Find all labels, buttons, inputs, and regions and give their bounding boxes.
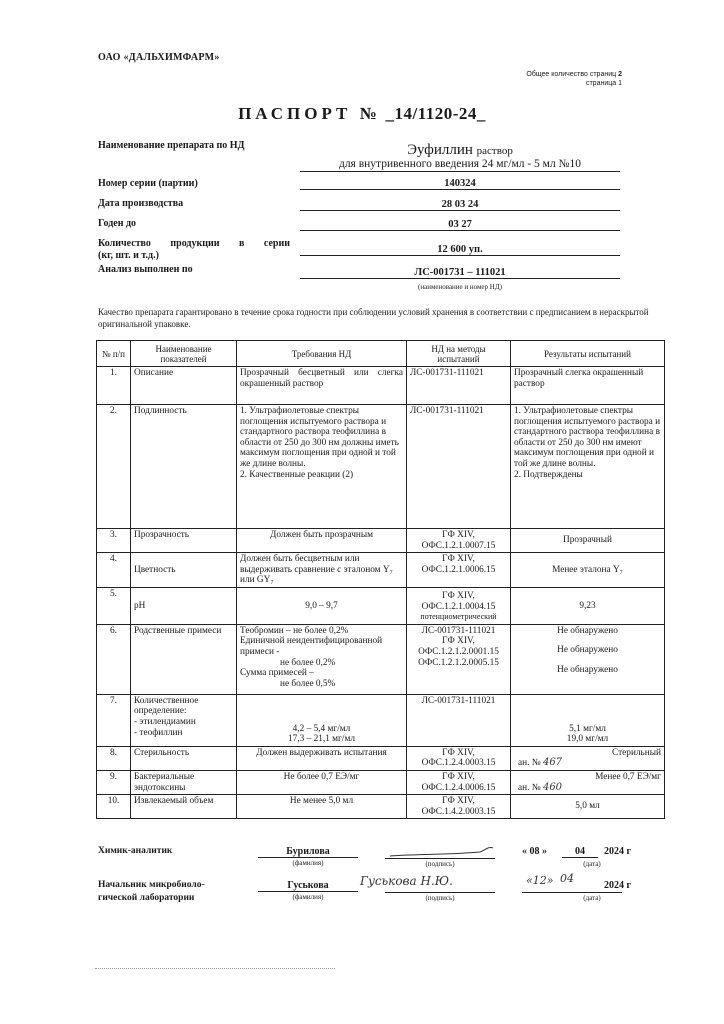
row-result: 1. Ультрафиолетовые спектры поглощения испытуемого раствора и стандартного раствора теофиллина в области от 250 до 300 нм имеют максимум поглощения при одной и той же длине волны. xyxy=(514,406,661,469)
row-req-cell xyxy=(237,405,407,529)
qty-value: 12 600 уп. xyxy=(300,244,620,256)
head-label-1: Начальник микробиоло- xyxy=(98,880,205,890)
prod-date-label: Дата производства xyxy=(98,198,184,209)
row-result: Стерильный xyxy=(612,747,661,758)
row-result-cell xyxy=(511,746,665,770)
row-method-2: ОФС.1.4.2.0003.15 xyxy=(421,806,496,817)
row-req-1: 4,2 – 5,4 мг/мл xyxy=(292,723,351,734)
batch-value: 140324 xyxy=(300,178,620,190)
row-req-cell xyxy=(237,694,407,746)
expiry-value: 03 27 xyxy=(300,219,620,231)
row-result-cell xyxy=(511,694,665,746)
row-result: Менее эталона Y₇ xyxy=(511,553,665,588)
row-name: Подлинность xyxy=(131,405,237,529)
title-number-prefix: № xyxy=(359,104,378,123)
row-req: Не менее 5,0 мл xyxy=(237,795,407,819)
table-row xyxy=(97,367,665,405)
row-req-2: 17,3 – 21,1 мг/мл xyxy=(288,734,355,745)
row-req: Должен быть прозрачным xyxy=(237,529,407,553)
chemist-date-month: 04 xyxy=(562,846,598,858)
row-method: ЛС-001731-111021 xyxy=(407,694,511,746)
head-date-line xyxy=(522,892,622,893)
row-num: 5. xyxy=(97,587,131,624)
total-pages-line xyxy=(526,70,622,79)
document-title xyxy=(0,104,724,124)
col-req-header: Требования НД xyxy=(237,341,407,367)
chemist-label: Химик-аналитик xyxy=(98,846,173,856)
row-name-3: - теофиллин xyxy=(134,727,183,738)
head-surname: Гуськова xyxy=(258,880,358,892)
row-name: Стерильность xyxy=(131,746,237,770)
head-surname-caption: (фамилия) xyxy=(292,893,324,901)
row-req-2: Единичной неидентифицированной примеси - xyxy=(240,636,383,657)
row-result-2: 19,0 мг/мл xyxy=(566,734,609,745)
row-name: Бактериальные эндотоксины xyxy=(131,770,237,794)
row-method-cell xyxy=(407,795,511,819)
total-pages-value: 2 xyxy=(618,71,622,78)
row-num: 10. xyxy=(97,795,131,819)
head-label-2: гической лаборатории xyxy=(98,893,195,903)
total-pages-label: Общее количество страниц xyxy=(526,71,617,78)
row-method-2: ОФС.1.2.1.0007.15 xyxy=(421,540,496,551)
table-row xyxy=(97,746,665,770)
row-method-3: потенциометрический xyxy=(420,612,497,622)
row-result-gap xyxy=(514,636,661,645)
row-result-cell xyxy=(511,770,665,794)
batch-label: Номер серии (партии) xyxy=(98,178,198,189)
row-name-2: - этилендиамин xyxy=(134,716,196,727)
title-word: ПАСПОРТ xyxy=(238,104,352,123)
row-method-cell xyxy=(407,624,511,694)
drug-label: Наименование препарата по НД xyxy=(98,140,245,151)
page-label: страница xyxy=(585,80,617,87)
head-date-day: «12» xyxy=(526,874,554,887)
row-req-5: не более 0,5% xyxy=(280,678,336,689)
prod-date-value: 28 03 24 xyxy=(300,199,620,211)
row-name: pH xyxy=(131,587,237,624)
expiry-label: Годен до xyxy=(98,218,137,229)
row-num: 7. xyxy=(97,694,131,746)
row-req: Должен выдерживать испытания xyxy=(237,746,407,770)
row-req-3: не более 0,2% xyxy=(280,657,336,668)
row-num: 3. xyxy=(97,529,131,553)
footer-scan-noise xyxy=(95,968,335,969)
row-req: Прозрачный бесцветный или слегка окрашенный раствор xyxy=(237,367,407,405)
row-name: Прозрачность xyxy=(131,529,237,553)
row-result: 5,0 мл xyxy=(511,795,665,819)
row-method-2: ОФС.1.2.1.0004.15 xyxy=(421,601,496,612)
drug-name-main: Эуфиллин xyxy=(407,142,473,158)
table-row xyxy=(97,529,665,553)
row-method-1: ЛС-001731-111021 xyxy=(421,625,496,636)
row-result-2: 2. Подтверждены xyxy=(514,469,583,480)
row-result: 9,23 xyxy=(511,587,665,624)
row-name: Описание xyxy=(131,367,237,405)
table-row xyxy=(97,587,665,624)
row-method-cell xyxy=(407,529,511,553)
analysis-label: ан. № xyxy=(518,782,541,793)
qty-label-2: (кг, шт. и т.д.) xyxy=(98,250,159,261)
head-signature-handwritten: Гуськова Н.Ю. xyxy=(360,874,453,888)
page-counter xyxy=(526,70,622,88)
spec-table xyxy=(96,340,665,819)
row-method-2: ОФС.1.2.4.0006.15 xyxy=(421,782,496,793)
analysis-number-handwritten: 460 xyxy=(542,781,563,793)
row-req: Должен быть бесцветным или выдерживать сравнение с эталоном Y₇ или GY₇ xyxy=(237,553,407,588)
row-name-cell xyxy=(131,694,237,746)
row-method-1: ГФ XIV, xyxy=(442,554,475,565)
head-signature-line xyxy=(385,892,495,893)
page-value: 1 xyxy=(618,80,622,87)
head-date-month: 04 xyxy=(560,872,574,885)
row-method-2: ОФС.1.2.1.0006.15 xyxy=(421,564,496,575)
title-number: _14/1120-24_ xyxy=(385,104,486,123)
row-method-3: ОФС.1.2.1.2.0001.15 xyxy=(418,646,499,657)
table-row xyxy=(97,795,665,819)
analysis-value: ЛС-001731 – 111021 xyxy=(300,267,620,279)
row-name: Родственные примеси xyxy=(131,624,237,694)
row-result: Прозрачный слегка окрашенный раствор xyxy=(511,367,665,405)
row-name-1: Количественное определение: xyxy=(134,695,199,717)
row-num: 2. xyxy=(97,405,131,529)
row-method-cell xyxy=(407,587,511,624)
row-name: Цветность xyxy=(131,553,237,588)
page-line xyxy=(526,79,622,88)
row-num: 6. xyxy=(97,624,131,694)
chemist-surname: Бурилова xyxy=(258,846,358,858)
row-result-gap xyxy=(514,656,661,665)
row-result: Прозрачный xyxy=(511,529,665,553)
drug-name-suffix: раствор xyxy=(476,145,513,157)
row-req: 1. Ультрафиолетовые спектры поглощения испытуемого раствора и стандартного раствора теофиллина в области от 250 до 300 нм должны иметь максимум поглощения при одной и той же длине волны. xyxy=(240,406,399,469)
row-req: 9,0 – 9,7 xyxy=(237,587,407,624)
row-req-cell xyxy=(237,624,407,694)
analysis-number-handwritten: 467 xyxy=(542,757,563,769)
analysis-label: Анализ выполнен по xyxy=(98,264,193,275)
row-method-cell xyxy=(407,770,511,794)
row-method: ЛС-001731-111021 xyxy=(407,367,511,405)
row-method-1: ГФ XIV, xyxy=(442,796,475,807)
row-req-2: 2. Качественные реакции (2) xyxy=(240,469,354,480)
row-method-2: ГФ XIV, xyxy=(442,636,475,647)
analysis-label: ан. № xyxy=(518,758,541,769)
quality-guarantee: Качество препарата гарантировано в течение срока годности при соблюдении условий хранения в соответствии с предписанием в нераскрытой оригинальной упаковке. xyxy=(98,307,649,329)
row-result-1: Не обнаружено xyxy=(557,625,618,636)
row-result: Менее 0,7 ЕЭ/мг xyxy=(595,771,661,782)
col-name-header: Наименование показателей xyxy=(131,341,237,367)
row-method-cell xyxy=(407,746,511,770)
chemist-date-caption: (дата) xyxy=(583,860,601,868)
drug-form: для внутривенного введения 24 мг/мл - 5 мл №10 xyxy=(300,158,620,172)
row-num: 8. xyxy=(97,746,131,770)
table-row xyxy=(97,770,665,794)
row-num: 4. xyxy=(97,553,131,588)
row-req-4: Сумма примесей – xyxy=(240,668,314,679)
chemist-surname-caption: (фамилия) xyxy=(292,859,324,867)
row-name: Извлекаемый объем xyxy=(131,795,237,819)
company-name: ОАО «ДАЛЬХИМФАРМ» xyxy=(98,52,220,63)
row-method-2: ОФС.1.2.4.0003.15 xyxy=(421,758,496,769)
row-method-1: ГФ XIV, xyxy=(442,590,475,601)
row-num: 9. xyxy=(97,770,131,794)
row-result-analysis xyxy=(514,758,661,769)
row-req: Не более 0,7 ЕЭ/мг xyxy=(237,770,407,794)
row-result-analysis xyxy=(514,783,661,794)
row-result-cell xyxy=(511,624,665,694)
chemist-date-year: 2024 г xyxy=(604,846,632,857)
row-result-1: 5,1 мг/мл xyxy=(569,723,606,734)
row-method-4: ОФС.1.2.1.2.0005.15 xyxy=(418,657,499,668)
head-signature-caption: (подпись) xyxy=(425,894,455,902)
row-req-1: Теобромин – не более 0,2% xyxy=(240,625,349,636)
table-row xyxy=(97,553,665,588)
table-header-row xyxy=(97,341,665,367)
row-method: ЛС-001731-111021 xyxy=(407,405,511,529)
row-num: 1. xyxy=(97,367,131,405)
row-method-1: ГФ XIV, xyxy=(442,530,475,540)
chemist-signature-icon xyxy=(385,838,500,860)
col-num-header: № п/п xyxy=(97,341,131,367)
col-result-header: Результаты испытаний xyxy=(511,341,665,367)
drug-name xyxy=(300,142,620,159)
row-method-cell xyxy=(407,553,511,588)
qty-label-1: Количество продукции в серии xyxy=(98,238,290,249)
col-method-header: НД на методы испытаний xyxy=(407,341,511,367)
row-method-1: ГФ XIV, xyxy=(442,771,475,782)
row-method-1: ГФ XIV, xyxy=(442,747,475,758)
row-result-2: Не обнаружено xyxy=(557,645,618,656)
table-row xyxy=(97,694,665,746)
row-result-3: Не обнаружено xyxy=(557,664,618,675)
head-date-caption: (дата) xyxy=(583,894,601,902)
chemist-date-day: « 08 » xyxy=(522,846,547,857)
table-row xyxy=(97,405,665,529)
chemist-signature-caption: (подпись) xyxy=(425,860,455,868)
head-date-year: 2024 г xyxy=(604,880,632,891)
analysis-caption: (наименование и номер НД) xyxy=(418,283,502,291)
table-row xyxy=(97,624,665,694)
row-result-cell xyxy=(511,405,665,529)
